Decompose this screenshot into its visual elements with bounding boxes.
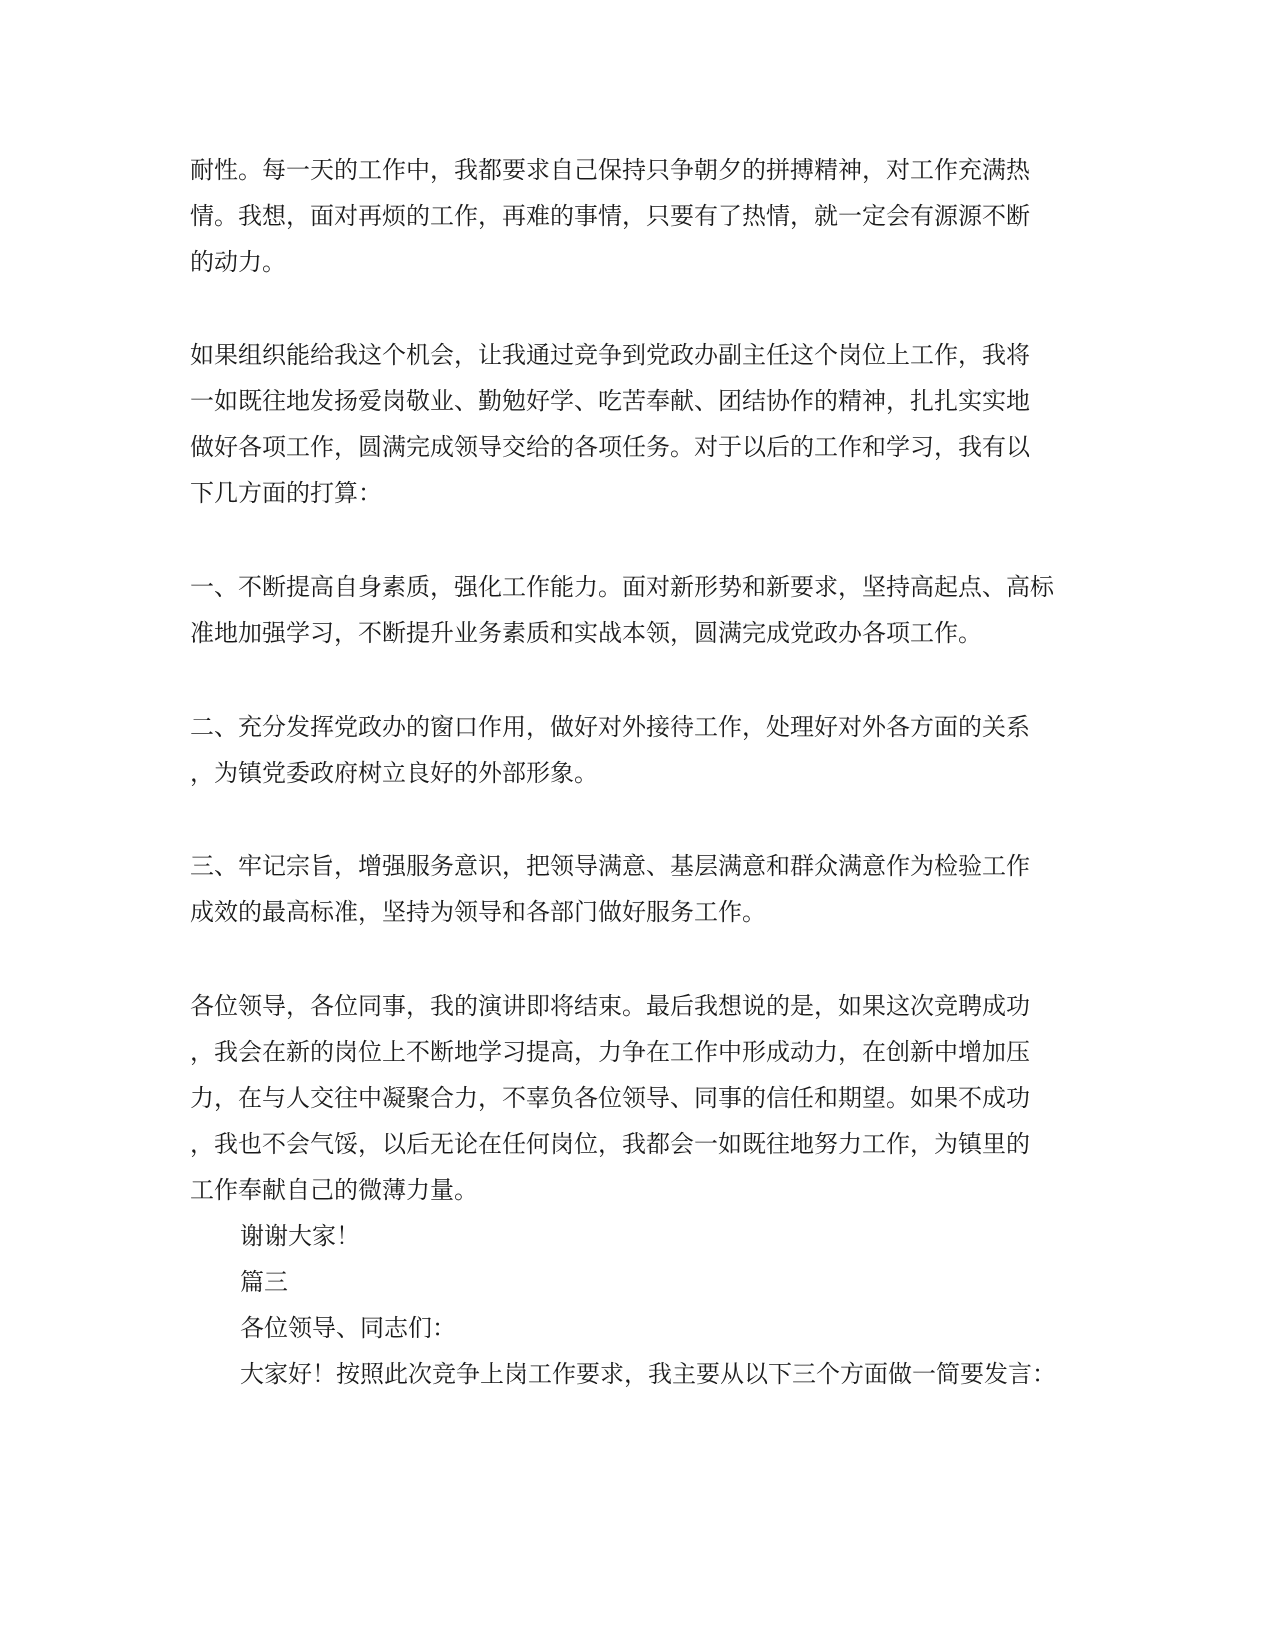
text-line: 力，在与人交往中凝聚合力，不辜负各位领导、同事的信任和期望。如果不成功 [190,1084,1030,1112]
text-line: 三、牢记宗旨，增强服务意识，把领导满意、基层满意和群众满意作为检验工作 [190,852,1030,880]
text-line: 大家好！按照此次竞争上岗工作要求，我主要从以下三个方面做一简要发言： [240,1360,1056,1388]
salutation: 各位领导、同志们： [240,1314,456,1342]
text-line: 二、充分发挥党政办的窗口作用，做好对外接待工作，处理好对外各方面的关系 [190,713,1030,741]
text-line: 一如既往地发扬爱岗敬业、勤勉好学、吃苦奉献、团结协作的精神，扎扎实实地 [190,387,1030,415]
text-line: 情。我想，面对再烦的工作，再难的事情，只要有了热情，就一定会有源源不断 [190,202,1030,230]
text-line: 工作奉献自己的微薄力量。 [190,1176,478,1204]
text-line: 一、不断提高自身素质，强化工作能力。面对新形势和新要求，坚持高起点、高标 [190,573,1054,601]
text-line: 做好各项工作，圆满完成领导交给的各项任务。对于以后的工作和学习，我有以 [190,433,1030,461]
text-line: 成效的最高标准，坚持为领导和各部门做好服务工作。 [190,898,766,926]
text-line: ，为镇党委政府树立良好的外部形象。 [190,759,598,787]
text-line: 下几方面的打算： [190,479,382,507]
text-line: 的动力。 [190,248,286,276]
text-line: 谢谢大家！ [240,1222,360,1250]
section-heading: 篇三 [240,1268,288,1296]
text-line: 耐性。每一天的工作中，我都要求自己保持只争朝夕的拼搏精神，对工作充满热 [190,156,1030,184]
text-line: ，我也不会气馁，以后无论在任何岗位，我都会一如既往地努力工作，为镇里的 [190,1130,1030,1158]
text-line: 如果组织能给我这个机会，让我通过竞争到党政办副主任这个岗位上工作，我将 [190,341,1030,369]
text-line: 各位领导，各位同事，我的演讲即将结束。最后我想说的是，如果这次竞聘成功 [190,992,1030,1020]
text-line: 准地加强学习，不断提升业务素质和实战本领，圆满完成党政办各项工作。 [190,619,982,647]
text-line: ，我会在新的岗位上不断地学习提高，力争在工作中形成动力，在创新中增加压 [190,1038,1030,1066]
